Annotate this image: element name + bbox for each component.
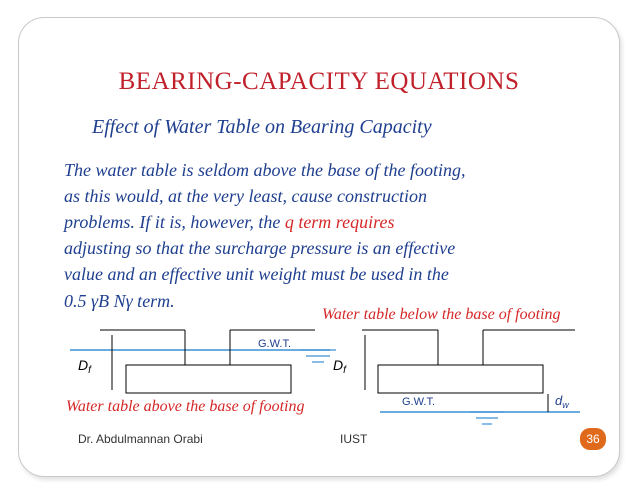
df-label-left: $D_f$ bbox=[78, 357, 91, 376]
footer-author: Dr. Abdulmannan Orabi bbox=[78, 432, 203, 446]
caption-below-footing: Water table below the base of footing bbox=[322, 306, 561, 323]
slide-subtitle: Effect of Water Table on Bearing Capacity bbox=[92, 116, 432, 138]
body-line-1: The water table is seldom above the base of the footing, bbox=[64, 160, 466, 180]
dw-label: $d_w$ bbox=[555, 393, 569, 410]
body-line-4: adjusting so that the surcharge pressure is an effective bbox=[64, 238, 456, 258]
page-number-badge: 36 bbox=[580, 428, 606, 450]
body-line-5: value and an effective unit weight must be used in the bbox=[64, 264, 449, 284]
body-line-3-start: problems. If it is, however, the bbox=[64, 212, 285, 232]
body-line-2: as this would, at the very least, cause construction bbox=[64, 186, 427, 206]
gwt-label-left: G.W.T. bbox=[258, 338, 291, 350]
footing-right bbox=[378, 365, 543, 393]
df-label-right: $D_f$ bbox=[333, 357, 346, 376]
body-line-3-end: term requires bbox=[293, 212, 395, 232]
footer-institution: IUST bbox=[340, 432, 368, 446]
q-term: q bbox=[284, 212, 294, 232]
slide-title: BEARING-CAPACITY EQUATIONS bbox=[118, 68, 520, 95]
gwt-label-right: G.W.T. bbox=[402, 396, 435, 408]
body-line-6: 0.5 γB Nγ term. bbox=[64, 291, 175, 311]
caption-above-footing: Water table above the base of footing bbox=[66, 398, 305, 415]
